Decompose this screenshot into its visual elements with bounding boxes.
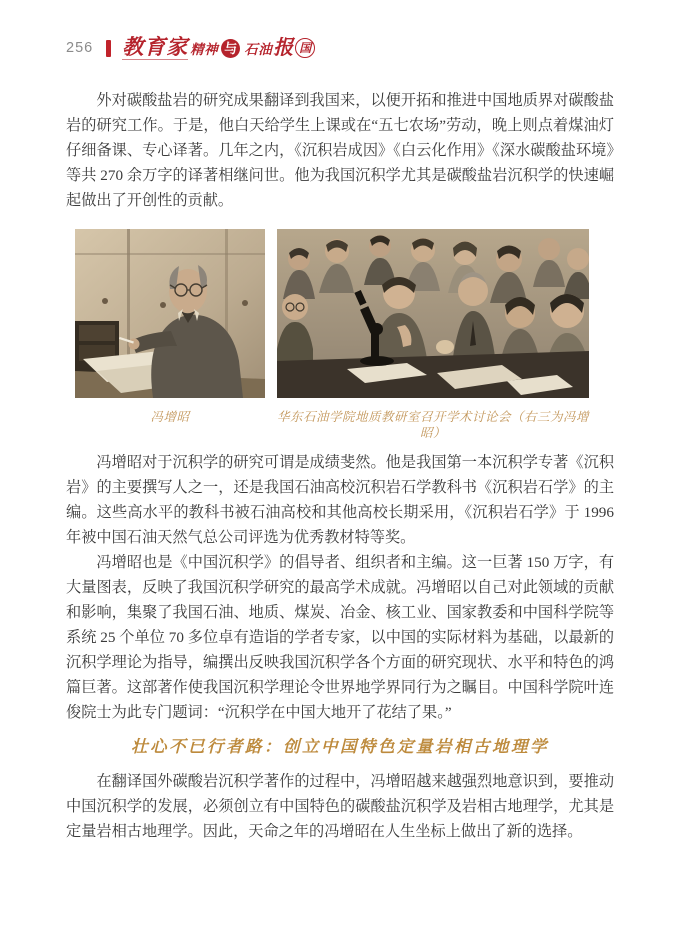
portrait-photo-illustration (75, 229, 265, 398)
book-title-logo (122, 34, 315, 60)
page-header (66, 33, 614, 63)
logo-connector-char: 与 (224, 40, 238, 56)
logo-text-petroleum: 石油 (244, 41, 273, 57)
section-heading: 壮心不已行者路：创立中国特色定量岩相古地理学 (131, 737, 549, 756)
photo-caption-right: 华东石油学院地质教研室召开学术讨论会（右三为冯增昭） (277, 410, 590, 440)
page-number: 256 (66, 40, 94, 56)
group-photo (277, 229, 589, 398)
logo-text-country-ringed: 国 (295, 38, 315, 58)
paragraph: 冯增昭对于沉积学的研究可谓是成绩斐然。他是我国第一本沉积学专著《沉积岩》的主要撰写人之一，还是我国石油高校沉积岩石学教科书《沉积岩石学》的主编。这些高水平的教科书被石油高校和其他高校长期采用，《沉积岩石学》于 1996 年被中国石油天然气总公司评选为优秀教材特等奖。 (66, 454, 614, 546)
paragraph: 冯增昭也是《中国沉积学》的倡导者、组织者和主编。这一巨著 150 万字，有大量图表，反映了我国沉积学研究的最高学术成就。冯增昭以自己对此领域的贡献和影响，集聚了我国石油、地质、煤炭、冶金、核工业、国家教委和中国科学院等系统 25 个单位 70 多位卓有造诣的学者专家，以中国的实际材料为基础，以最新的沉积学理论为指导，编撰出反映我国沉积学各个方面的研究现状、水平和特色的鸿篇巨著。这部著作使我国沉积学理论令世界地学界同行为之瞩目。中国科学院叶连俊院士为此专门题词：“沉积学在中国大地开了花结了果。” (66, 554, 614, 721)
logo-connector-circle (221, 39, 240, 58)
photo-caption-left: 冯增昭 (150, 410, 190, 424)
logo-text-serve: 报 (273, 36, 295, 59)
logo-text-spirit: 精神 (190, 41, 219, 57)
group-photo-illustration (277, 229, 589, 398)
paragraph: 外对碳酸盐岩的研究成果翻译到我国来，以便开拓和推进中国地质界对碳酸盐岩的研究工作。于是，他白天给学生上课或在“五七农场”劳动，晚上则点着煤油灯仔细备课、专心译著。几年之内，《沉积岩成因》《白云化作用》《深水碳酸盐环境》等共 270 余万字的译著相继问世。他为我国沉积学尤其是碳酸盐岩沉积学的快速崛起做出了开创性的贡献。 (66, 92, 614, 209)
header-divider-bar (106, 40, 111, 57)
portrait-photo (75, 229, 265, 398)
paragraph: 在翻译国外碳酸岩沉积学著作的过程中，冯增昭越来越强烈地意识到，要推动中国沉积学的发展，必须创立有中国特色的碳酸盐沉积学及岩相古地理学，尤其是定量岩相古地理学。因此，天命之年的冯增昭在人生坐标上做出了新的选择。 (66, 773, 614, 840)
logo-text-educator: 教育家 (122, 34, 189, 59)
